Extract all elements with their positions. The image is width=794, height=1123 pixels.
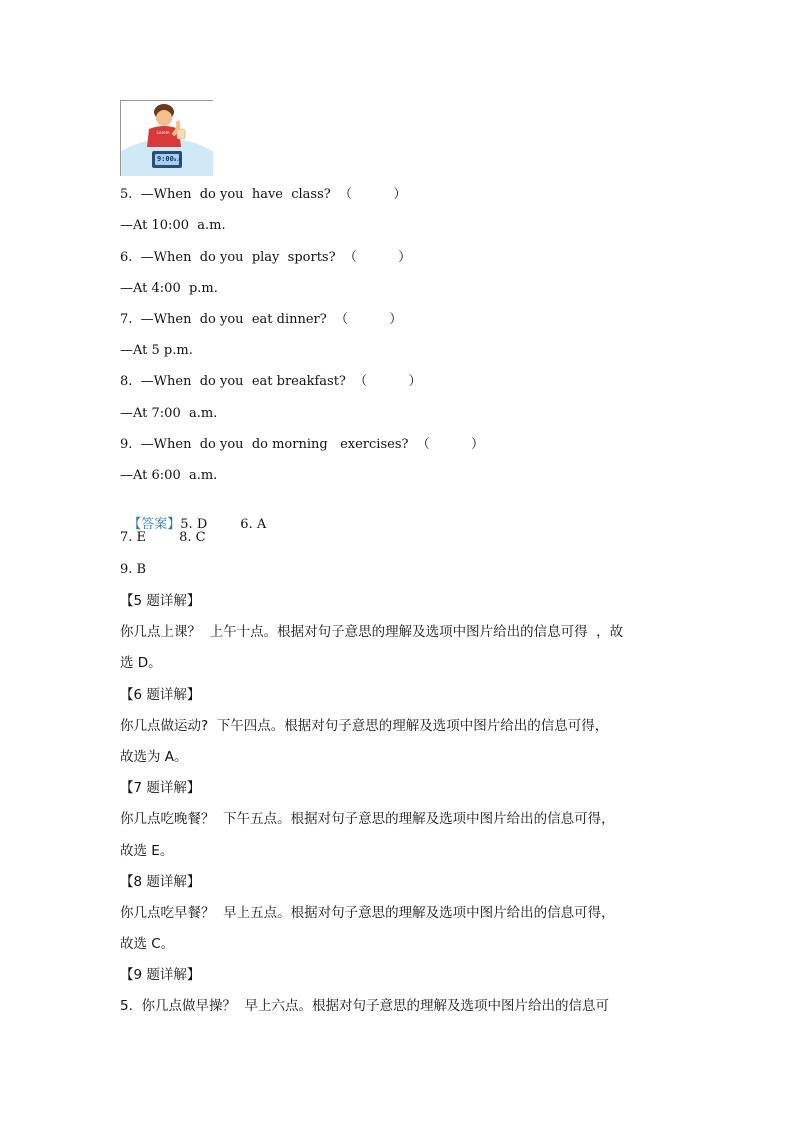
explanation-8-title: 【8 题详解】 xyxy=(120,874,201,890)
explanation-7-line-1: 你几点吃晚餐？ 下午五点。根据对句子意思的理解及选项中图片给出的信息可得， xyxy=(120,811,615,827)
explanation-5-line-2: 选 D。 xyxy=(120,655,162,671)
explanation-7-line-2: 故选 E。 xyxy=(120,843,174,859)
explanation-8-line-2: 故选 C。 xyxy=(120,936,175,952)
answer-key-values-1: 5. D 6. A xyxy=(180,517,267,532)
answer-5: —At 10:00 a.m. xyxy=(120,218,226,233)
question-image xyxy=(120,100,213,176)
explanation-6-line-1: 你几点做运动? 下午四点。根据对句子意思的理解及选项中图片给出的信息可得， xyxy=(120,718,609,734)
explanation-9-title: 【9 题详解】 xyxy=(120,967,201,983)
explanation-8-line-1: 你几点吃早餐？ 早上五点。根据对句子意思的理解及选项中图片给出的信息可得， xyxy=(120,905,615,921)
question-5: 5. —When do you have class? （ ） xyxy=(120,187,407,202)
answer-9: —At 6:00 a.m. xyxy=(120,468,218,483)
question-9: 9. —When do you do morning exercises? （ ） xyxy=(120,437,485,452)
clock-display xyxy=(157,155,181,164)
answer-tag: 【答案】 xyxy=(128,517,181,532)
answer-8: —At 7:00 a.m. xyxy=(120,406,218,421)
shirt-text: Lorem xyxy=(157,130,170,135)
explanation-6-title: 【6 题详解】 xyxy=(120,687,201,703)
boy-eating-illustration xyxy=(121,101,213,176)
explanation-6-line-2: 故选为 A。 xyxy=(120,749,188,765)
explanation-5-title: 【5 题详解】 xyxy=(120,593,201,609)
answer-7: —At 5 p.m. xyxy=(120,343,193,358)
clock-time: 9:00 xyxy=(157,155,174,163)
question-6: 6. —When do you play sports? （ ） xyxy=(120,250,412,265)
answer-key-line-3: 9. B xyxy=(120,562,147,577)
question-7: 7. —When do you eat dinner? （ ） xyxy=(120,312,403,327)
answer-6: —At 4:00 p.m. xyxy=(120,281,218,296)
clock-suffix: a.m xyxy=(173,157,182,162)
explanation-5-line-1: 你几点上课？ 上午十点。根据对句子意思的理解及选项中图片给出的信息可得 ，故 xyxy=(120,624,624,640)
explanation-9-line-1: 5. 你几点做早操？ 早上六点。根据对句子意思的理解及选项中图片给出的信息可 xyxy=(120,998,610,1014)
answer-key-line-2: 7. E 8. C xyxy=(120,530,206,545)
explanation-7-title: 【7 题详解】 xyxy=(120,780,201,796)
question-8: 8. —When do you eat breakfast? （ ） xyxy=(120,374,422,389)
